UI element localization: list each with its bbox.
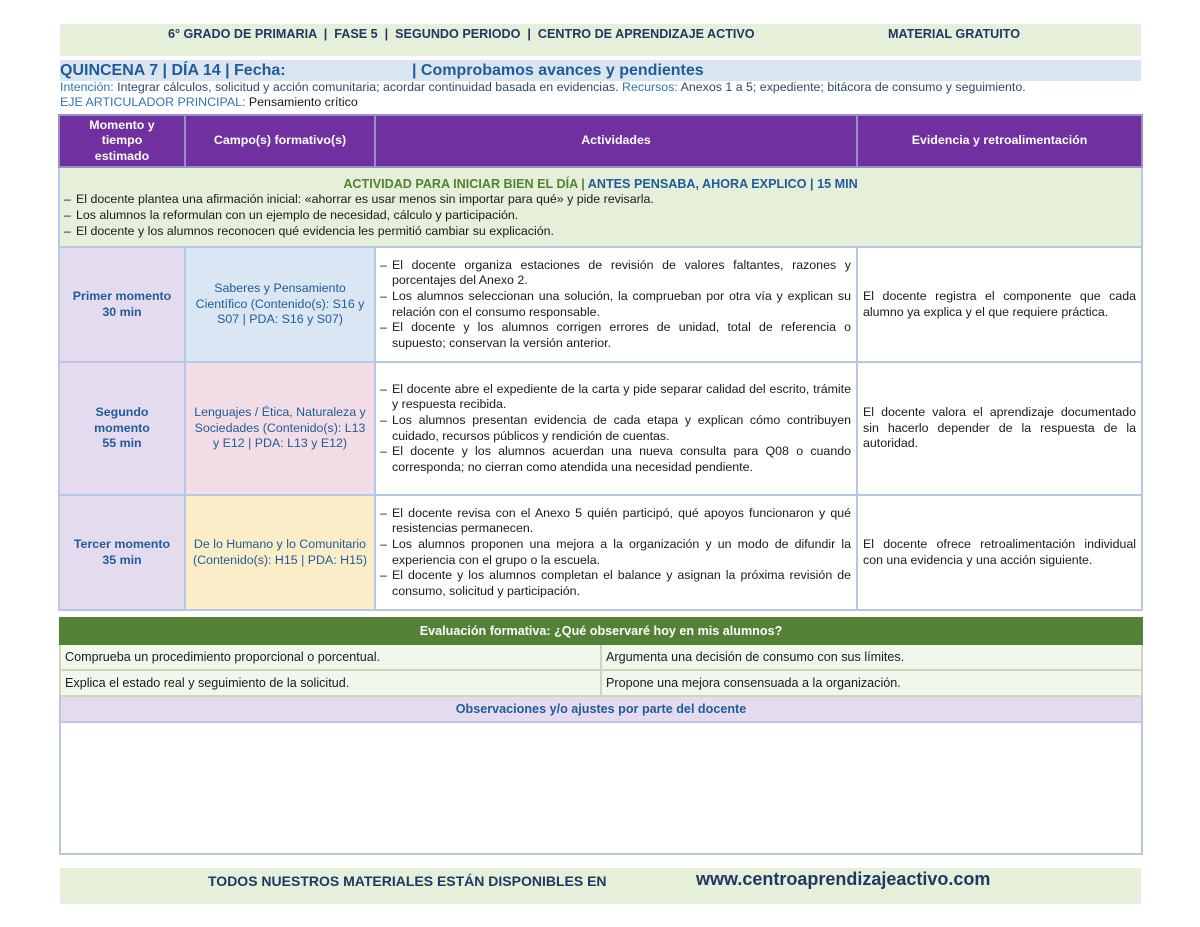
header-actividades: Actividades: [375, 115, 857, 167]
list-item: – Los alumnos seleccionan una solución, la comprueban por otra vía y explican su relación con el consumo responsable.: [380, 289, 851, 320]
eje-label: EJE ARTICULADOR PRINCIPAL:: [60, 95, 246, 109]
list-item: – Los alumnos proponen una mejora a la organización y un modo de difundir la experiencia con el grupo o la escuela.: [380, 537, 851, 568]
start-activity-row: [59, 167, 1142, 247]
header-momento: Momento y tiempo estimado: [59, 115, 185, 167]
start-activity-title-blue: ANTES PENSABA, AHORA EXPLICO | 15 MIN: [584, 176, 858, 191]
list-item: – Los alumnos la reformulan con un ejemplo de necesidad, cálculo y participación.: [64, 208, 1137, 224]
header-bar: [60, 24, 1141, 56]
eje-value: Pensamiento crítico: [245, 95, 358, 109]
start-activity-title-green: ACTIVIDAD PARA INICIAR BIEN EL DÍA |: [343, 176, 585, 191]
activities-cell: [375, 247, 857, 362]
momento-time: 30 min: [102, 304, 142, 319]
activities-cell: [375, 495, 857, 610]
intent-label: Intención:: [60, 80, 114, 94]
intent-line: [60, 80, 1141, 95]
list-item: – Los alumnos presentan evidencia de cada etapa y explican cómo contribuyen cuidado, recursos públicos y rendición de cuentas.: [380, 413, 851, 444]
campo-cell: Lenguajes / Ética, Naturaleza y Sociedades (Contenido(s): L13 y E12 | PDA: L13 y E12): [185, 362, 375, 495]
start-activity-title: [64, 177, 1137, 193]
page-title-date: QUINCENA 7 | DÍA 14 | Fecha:: [60, 62, 286, 79]
footer-url-link[interactable]: www.centroaprendizajeactivo.com: [696, 869, 991, 889]
momento-cell: [59, 495, 185, 610]
title-bar: [60, 60, 1141, 81]
evidence-cell: El docente ofrece retroalimentación individual con una evidencia y una acción siguiente.: [857, 495, 1142, 610]
momento-cell: [59, 362, 185, 495]
evaluation-table: [59, 617, 1143, 855]
page-title-topic: | Comprobamos avances y pendientes: [412, 62, 704, 79]
observations-area[interactable]: [60, 722, 1142, 854]
list-item: – El docente y los alumnos corrigen errores de unidad, total de referencia o supuesto; conservan la versión anterior.: [380, 320, 851, 351]
intent-text: Integrar cálculos, solicitud y acción comunitaria; acordar continuidad basada en evidencias.: [113, 80, 623, 94]
list-item: – El docente y los alumnos reconocen qué evidencia les permitió cambiar su explicación.: [64, 224, 1137, 240]
header-grade-info: 6° GRADO DE PRIMARIA | FASE 5 | SEGUNDO PERIODO | CENTRO DE APRENDIZAJE ACTIVO: [168, 27, 755, 41]
list-item: – El docente organiza estaciones de revisión de valores faltantes, razones y porcentajes del Anexo 2.: [380, 258, 851, 289]
observations-title: Observaciones y/o ajustes por parte del docente: [60, 696, 1142, 722]
evaluation-title: Evaluación formativa: ¿Qué observaré hoy en mis alumnos?: [60, 618, 1142, 644]
campo-cell: Saberes y Pensamiento Científico (Contenido(s): S16 y S07 | PDA: S16 y S07): [185, 247, 375, 362]
momento-label: Segundo momento: [94, 405, 150, 435]
momento-time: 35 min: [102, 552, 142, 567]
list-item: – El docente abre el expediente de la carta y pide separar calidad del escrito, trámite y respuesta recibida.: [380, 382, 851, 413]
evaluation-item: Argumenta una decisión de consumo con sus límites.: [601, 644, 1142, 670]
table-row: [59, 362, 1142, 495]
footer-bar: [60, 868, 1141, 904]
evidence-cell: El docente valora el aprendizaje documentado sin hacerlo depender de la respuesta de la autoridad.: [857, 362, 1142, 495]
table-header-row: [59, 115, 1142, 167]
list-item: – El docente revisa con el Anexo 5 quién participó, qué apoyos funcionaron y qué resistencias permanecen.: [380, 506, 851, 537]
header-campo: Campo(s) formativo(s): [185, 115, 375, 167]
resources-text: Anexos 1 a 5; expediente; bitácora de consumo y seguimiento.: [677, 80, 1026, 94]
resources-label: Recursos:: [622, 80, 678, 94]
list-item: – El docente y los alumnos acuerdan una nueva consulta para Q08 o cuando corresponda; no cierran como atendida una necesidad pendiente.: [380, 444, 851, 475]
table-row: [59, 495, 1142, 610]
momento-label: Primer momento: [72, 288, 172, 303]
list-item: – El docente y los alumnos completan el balance y asignan la próxima revisión de consumo, solicitud y participación.: [380, 568, 851, 599]
evaluation-item: Explica el estado real y seguimiento de la solicitud.: [60, 670, 601, 696]
momento-time: 55 min: [102, 436, 142, 451]
eje-line: [60, 95, 358, 110]
campo-cell: De lo Humano y lo Comunitario (Contenido(s): H15 | PDA: H15): [185, 495, 375, 610]
activities-cell: [375, 362, 857, 495]
evaluation-item: Propone una mejora consensuada a la organización.: [601, 670, 1142, 696]
evaluation-item: Comprueba un procedimiento proporcional o porcentual.: [60, 644, 601, 670]
planning-table: [58, 114, 1143, 611]
momento-label: Tercer momento: [73, 536, 171, 551]
start-activity-cell: [59, 167, 1142, 247]
list-item: – El docente plantea una afirmación inicial: «ahorrar es usar menos sin importar para qué» y pide revisarla.: [64, 192, 1137, 208]
evidence-cell: El docente registra el componente que cada alumno ya explica y el que requiere práctica.: [857, 247, 1142, 362]
momento-cell: [59, 247, 185, 362]
footer-text: TODOS NUESTROS MATERIALES ESTÁN DISPONIBLES EN: [208, 873, 607, 889]
header-free-material: MATERIAL GRATUITO: [888, 27, 1020, 41]
header-evidencia: Evidencia y retroalimentación: [857, 115, 1142, 167]
table-row: [59, 247, 1142, 362]
